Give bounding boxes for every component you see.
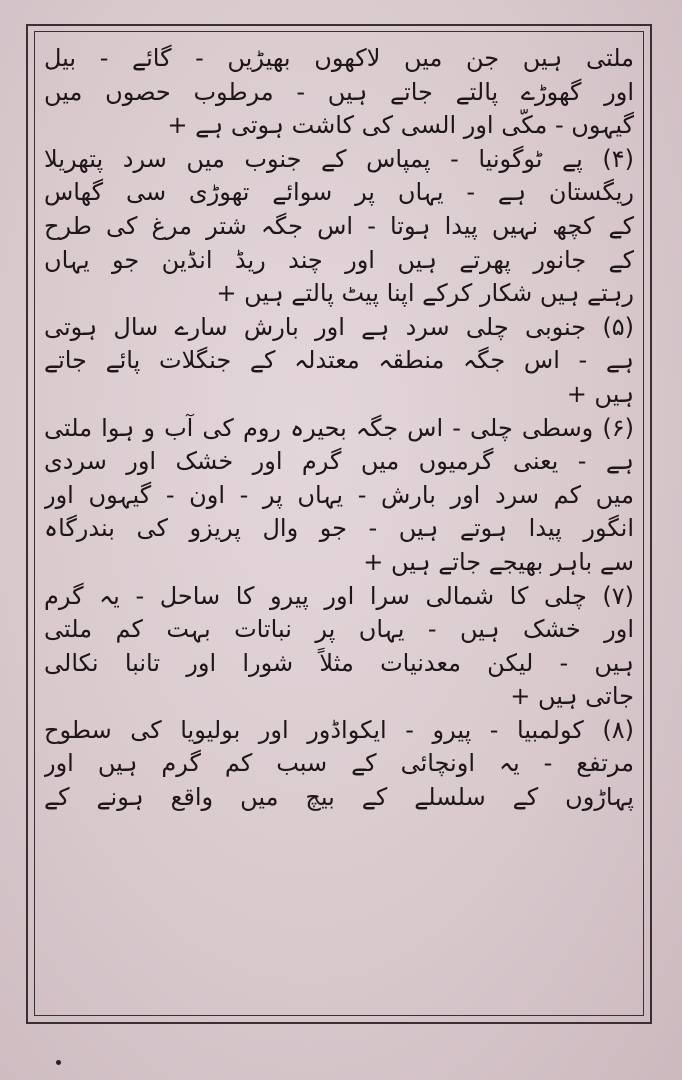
urdu-text-body [44,42,634,815]
text-line: جاتی ہیں + [510,682,634,711]
text-line: میں کم سرد اور بارش - یہاں پر - اون - گیہوں اور [44,480,634,509]
section-5-heading-line: (۵) جنوبی چلی سرد ہے اور بارش سارے سال ہوتی [44,312,634,341]
section-4-heading-line: (۴) پے ٹوگونیا - پمپاس کے جنوب میں سرد پتھریلا [44,144,634,173]
text-line: کے کچھ نہیں پیدا ہوتا - اس جگہ شتر مرغ کی طرح [44,211,634,240]
text-line: ملتی ہیں جن میں لاکھوں بھیڑیں - گائے - بیل [44,44,634,72]
text-line: گیہوں - مکّی اور السی کی کاشت ہوتی ہے + [167,111,634,140]
section-7-heading-line: (۷) چلی کا شمالی سرا اور پیرو کا ساحل - یہ گرم [44,581,634,610]
text-line: انگور پیدا ہوتے ہیں - جو وال پریزو کی بندرگاہ [44,514,634,543]
section-8-heading-line: (۸) کولمبیا - پیرو - ایکواڈور اور بولیویا کی سطوح [44,715,634,744]
text-line: اور خشک ہیں - یہاں پر نباتات بہت کم ملتی [44,615,634,644]
text-line: کے جانور پھرتے ہیں اور چند ریڈ انڈین جو یہاں [44,245,634,274]
text-line: ریگستان ہے - یہاں پر سوائے تھوڑی سی گھاس [44,178,634,207]
text-line: ہیں + [566,379,634,408]
text-line: ہے - یعنی گرمیوں میں گرم اور خشک اور سردی [44,447,634,476]
text-line: رہتے ہیں شکار کرکے اپنا پیٹ پالتے ہیں + [216,279,634,308]
text-line: ہے - اس جگہ منطقہ معتدلہ کے جنگلات پائے جاتے [44,346,634,375]
text-line: سے باہر بھیجے جاتے ہیں + [363,547,634,576]
ink-dot-mark [56,1060,61,1065]
text-line: ہیں - لیکن معدنیات مثلاً شورا اور تانبا نکالی [44,648,634,677]
text-line: مرتفع - یہ اونچائی کے سبب کم گرم ہیں اور [44,749,634,778]
section-6-heading-line: (۶) وسطی چلی - اس جگہ بحیرہ روم کی آب و ہوا ملتی [44,413,634,442]
text-line: پہاڑوں کے سلسلے کے بیچ میں واقع ہونے کے [44,783,634,812]
text-line: اور گھوڑے پالتے جاتے ہیں - مرطوب حصوں میں [44,77,634,106]
